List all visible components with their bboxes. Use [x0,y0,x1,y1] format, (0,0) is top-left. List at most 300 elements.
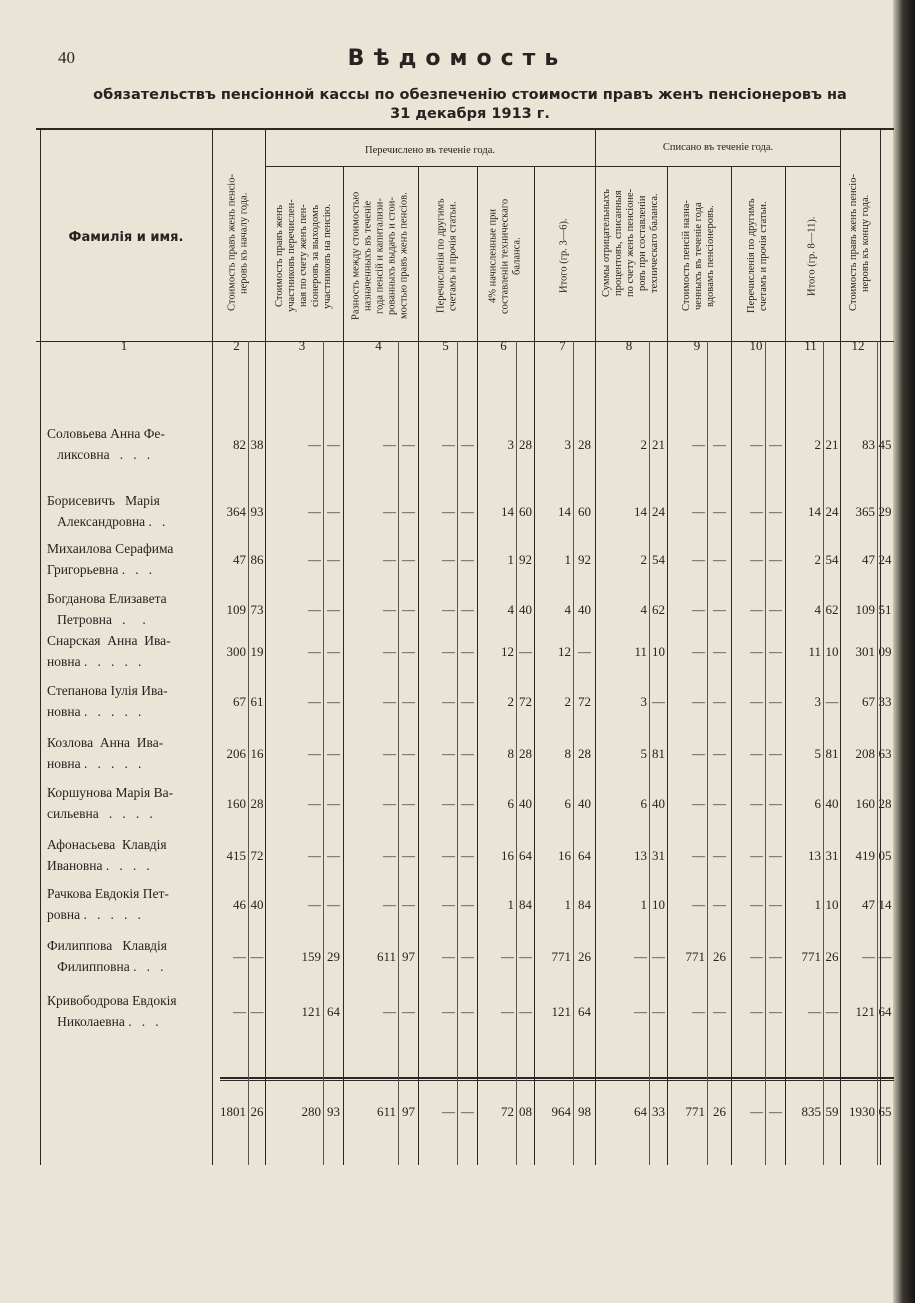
page-title: Вѣдомость [347,46,568,71]
header-col2: Стоимость правъ женъ пенсіо- неровъ къ началу года. [226,174,250,312]
cell-rubles: — [750,552,763,567]
cell-rubles: — [501,1004,514,1019]
total-kopecks: 33 [652,1104,665,1119]
cell-kopecks: — [461,949,474,964]
cell-rubles: — [308,602,321,617]
total-kopecks: 08 [519,1104,532,1119]
cell-rubles: — [808,1004,821,1019]
cell-rubles: 8 [564,746,571,761]
cell-rubles: 11 [808,644,821,659]
cell-rubles: — [750,949,763,964]
cell-rubles: 1 [507,552,514,567]
cell-kopecks: — [713,897,726,912]
cell-kopecks: 54 [652,552,665,567]
cell-kopecks: — [327,746,340,761]
cell-kopecks: — [713,504,726,519]
cell-kopecks: 31 [652,848,665,863]
cell-rubles: 3 [507,437,514,452]
header-col7: Итого (гр. 3—6). [558,218,570,294]
cell-kopecks: 62 [652,602,665,617]
cell-rubles: 160 [226,796,246,811]
total-rubles: 835 [801,1104,821,1119]
cell-kopecks: 72 [519,694,532,709]
cell-kopecks: 26 [825,949,839,964]
cell-rubles: — [383,437,396,452]
cell-kopecks: — [825,694,839,709]
cell-kopecks: 29 [327,949,340,964]
cell-kopecks: — [327,437,340,452]
total-rubles: 771 [685,1104,705,1119]
cell-rubles: 3 [640,694,647,709]
cell-kopecks: — [402,746,415,761]
cell-rubles: — [692,504,705,519]
cell-rubles: 6 [564,796,571,811]
cell-kopecks: — [769,848,782,863]
cell-kopecks: 28 [250,796,264,811]
cell-kopecks: 24 [652,504,665,519]
cell-rubles: 47 [233,552,246,567]
cell-rubles: — [750,848,763,863]
cell-kopecks: 62 [825,602,839,617]
cell-rubles: — [383,746,396,761]
cell-kopecks: 24 [878,552,892,567]
cell-kopecks: — [713,848,726,863]
cell-rubles: — [750,1004,763,1019]
cell-rubles: — [233,1004,246,1019]
cell-kopecks: — [461,796,474,811]
cell-kopecks: — [461,1004,474,1019]
cell-rubles: 159 [301,949,321,964]
total-rubles: 964 [551,1104,571,1119]
row-name: Филиппова Клавдія Филипповна . . . [47,938,167,974]
column-number: 10 [749,338,763,353]
total-kopecks: 98 [578,1104,591,1119]
cell-rubles: — [692,552,705,567]
cell-rubles: 1 [814,897,821,912]
cell-kopecks: — [652,1004,665,1019]
cell-rubles: 206 [226,746,246,761]
cell-kopecks: 40 [825,796,839,811]
cell-rubles: — [442,949,455,964]
total-kopecks: — [769,1104,782,1119]
cell-rubles: 6 [640,796,647,811]
cell-kopecks: — [461,694,474,709]
cell-rubles: — [692,602,705,617]
row-name: Богданова Елизавета Петровна . . [47,591,167,627]
cell-kopecks: 31 [825,848,839,863]
cell-kopecks: — [461,552,474,567]
cell-rubles: 4 [507,602,514,617]
cell-kopecks: 28 [519,746,532,761]
cell-kopecks: — [519,1004,532,1019]
cell-kopecks: 28 [878,796,892,811]
cell-rubles: — [634,1004,647,1019]
cell-rubles: — [750,897,763,912]
cell-rubles: — [692,848,705,863]
cell-rubles: 3 [814,694,821,709]
cell-rubles: — [750,437,763,452]
cell-kopecks: 97 [402,949,415,964]
cell-kopecks: 21 [652,437,665,452]
cell-kopecks: — [327,848,340,863]
cell-rubles: — [442,552,455,567]
cell-rubles: 13 [808,848,821,863]
cell-rubles: — [383,897,396,912]
cell-rubles: 771 [801,949,821,964]
cell-kopecks: 92 [578,552,591,567]
cell-rubles: 2 [640,437,647,452]
cell-kopecks: 40 [250,897,264,912]
cell-rubles: — [692,644,705,659]
row-name: Рачкова Евдокія Пет- ровна . . . . . [47,886,169,922]
cell-kopecks: — [461,504,474,519]
cell-rubles: — [750,746,763,761]
cell-kopecks: — [327,694,340,709]
cell-kopecks: — [461,848,474,863]
cell-kopecks: 10 [652,644,665,659]
cell-rubles: — [308,897,321,912]
cell-kopecks: — [461,602,474,617]
cell-kopecks: 84 [519,897,532,912]
cell-rubles: 47 [862,552,875,567]
header-col8: Суммы отрицательныхъ процентовъ, списанныя по счету женъ пенсіоне- ровъ при составленіи техническаго баланса. [601,188,660,298]
cell-kopecks: 28 [519,437,532,452]
cell-kopecks: — [519,644,532,659]
cell-rubles: 8 [507,746,514,761]
cell-rubles: 415 [226,848,246,863]
cell-kopecks: 26 [713,949,726,964]
cell-kopecks: 16 [250,746,264,761]
cell-rubles: 83 [862,437,875,452]
cell-rubles: 2 [507,694,514,709]
cell-rubles: — [442,437,455,452]
cell-kopecks: — [327,644,340,659]
cell-rubles: — [442,602,455,617]
cell-kopecks: — [402,504,415,519]
cell-kopecks: — [402,602,415,617]
cell-kopecks: 54 [825,552,839,567]
cell-rubles: 14 [501,504,514,519]
cell-rubles: 2 [640,552,647,567]
column-number: 1 [120,338,128,353]
cell-kopecks: — [461,437,474,452]
cell-rubles: — [308,504,321,519]
header-col4: Разность между стоимостью назначенныхъ въ теченіе года пенсій и капитализи- рованныхъ выдачъ и стои- мостью правъ женъ пенсіов. [350,191,410,321]
cell-rubles: 6 [507,796,514,811]
column-number: 3 [298,338,306,353]
cell-rubles: — [750,504,763,519]
cell-kopecks: — [402,848,415,863]
cell-rubles: — [308,796,321,811]
cell-rubles: — [442,644,455,659]
cell-kopecks: 40 [519,796,532,811]
cell-rubles: 1 [564,552,571,567]
cell-rubles: — [750,644,763,659]
cell-rubles: — [442,848,455,863]
cell-rubles: — [308,746,321,761]
cell-rubles: — [750,602,763,617]
cell-kopecks: — [327,796,340,811]
cell-rubles: 365 [855,504,875,519]
header-col10: Перечисленія по другимъ счетамъ и прочія статьи. [746,198,769,314]
cell-rubles: 1 [507,897,514,912]
total-kopecks: 59 [825,1104,839,1119]
cell-kopecks: 28 [578,746,591,761]
column-number: 9 [693,338,701,353]
cell-kopecks: 64 [578,1004,591,1019]
page-subtitle: обязательствъ пенсіонной кассы по обезпеченію стоимости правъ женъ пенсіонеровъ на 31 декабря 1913 г. [93,87,847,122]
cell-kopecks: — [461,897,474,912]
cell-kopecks: 64 [878,1004,892,1019]
column-number: 6 [500,338,507,353]
column-number: 5 [442,338,449,353]
cell-rubles: — [442,796,455,811]
cell-kopecks: — [769,504,782,519]
cell-rubles: 12 [501,644,514,659]
column-number: 12 [851,338,865,353]
cell-rubles: 11 [634,644,647,659]
cell-kopecks: 40 [578,602,591,617]
cell-kopecks: 10 [825,897,839,912]
total-rubles: — [750,1104,763,1119]
cell-rubles: 5 [640,746,647,761]
cell-kopecks: — [327,602,340,617]
cell-rubles: 82 [233,437,246,452]
cell-rubles: 3 [564,437,571,452]
cell-kopecks: — [402,796,415,811]
header-col5: Перечисленія по другимъ счетамъ и прочія статьи. [435,198,459,314]
cell-kopecks: 51 [878,602,892,617]
cell-rubles: — [634,949,647,964]
cell-rubles: — [308,644,321,659]
row-name: Соловьева Анна Фе- ликсовна . . . [47,426,165,462]
cell-kopecks: — [652,694,665,709]
cell-kopecks: 63 [878,746,892,761]
cell-rubles: 16 [558,848,571,863]
total-kopecks: 93 [327,1104,340,1119]
cell-kopecks: — [327,897,340,912]
cell-kopecks: — [250,1004,264,1019]
cell-kopecks: — [327,552,340,567]
cell-kopecks: 60 [519,504,532,519]
cell-kopecks: — [713,694,726,709]
total-rubles: 1801 [220,1104,246,1119]
row-name: Коршунова Марія Ва- сильевна . . . . [47,785,174,821]
cell-kopecks: 26 [578,949,591,964]
cell-kopecks: 14 [878,897,892,912]
cell-rubles: — [383,694,396,709]
cell-kopecks: 64 [327,1004,340,1019]
header-col11: Итого (гр. 8—11). [806,216,818,296]
cell-rubles: — [383,1004,396,1019]
cell-rubles: 121 [855,1004,875,1019]
cell-kopecks: 64 [578,848,591,863]
cell-kopecks: — [713,1004,726,1019]
cell-rubles: — [442,897,455,912]
cell-kopecks: — [461,746,474,761]
cell-kopecks: 84 [578,897,591,912]
cell-rubles: 47 [862,897,875,912]
cell-rubles: — [442,694,455,709]
page-number: 40 [58,48,75,67]
cell-kopecks: 81 [825,746,839,761]
cell-kopecks: 81 [652,746,665,761]
column-number: 2 [233,338,240,353]
cell-rubles: 5 [814,746,821,761]
row-name: Козлова Анна Ива- новна . . . . . [47,735,164,771]
cell-rubles: — [383,552,396,567]
column-number: 4 [375,338,382,353]
total-rubles: — [442,1104,455,1119]
cell-rubles: — [308,552,321,567]
cell-kopecks: 10 [825,644,839,659]
cell-rubles: 364 [226,504,246,519]
cell-kopecks: — [769,949,782,964]
cell-rubles: — [383,644,396,659]
cell-kopecks: — [713,552,726,567]
cell-kopecks: 40 [652,796,665,811]
cell-rubles: — [692,437,705,452]
cell-rubles: 4 [564,602,571,617]
cell-rubles: 2 [814,552,821,567]
cell-kopecks: 73 [250,602,264,617]
cell-rubles: — [233,949,246,964]
cell-rubles: — [383,602,396,617]
cell-rubles: 14 [808,504,821,519]
row-name: Михаилова Серафима Григорьевна . . . [47,541,174,577]
cell-kopecks: — [713,644,726,659]
cell-rubles: 13 [634,848,647,863]
cell-kopecks: — [713,746,726,761]
header-col9: Стоимость пенсій назна- ченныхъ въ теченіе года вдовамъ пенсіонеровъ. [681,200,716,312]
cell-rubles: 67 [862,694,875,709]
total-kopecks: — [461,1104,474,1119]
cell-kopecks: 38 [250,437,264,452]
cell-kopecks: — [402,437,415,452]
totals-rule [220,1077,894,1079]
cell-kopecks: — [713,437,726,452]
cell-kopecks: — [402,644,415,659]
cell-rubles: — [308,437,321,452]
cell-rubles: — [750,796,763,811]
cell-kopecks: — [825,1004,839,1019]
cell-rubles: 6 [814,796,821,811]
total-kopecks: 65 [878,1104,892,1119]
cell-kopecks: — [769,746,782,761]
cell-rubles: — [862,949,875,964]
cell-kopecks: — [461,644,474,659]
cell-rubles: 12 [558,644,571,659]
cell-rubles: 419 [855,848,875,863]
cell-rubles: 300 [226,644,246,659]
total-rubles: 64 [634,1104,647,1119]
cell-kopecks: — [402,1004,415,1019]
total-rubles: 611 [376,1104,396,1119]
cell-rubles: 208 [855,746,875,761]
header-name-column: Фамилія и имя. [68,230,184,245]
cell-kopecks: — [713,602,726,617]
cell-rubles: 4 [814,602,821,617]
header-col3: Стоимость правъ женъ участниковъ перечислен- ная по счету женъ пен- сіонеровъ за выходомъ участниковъ на пенсію. [274,199,333,313]
row-name: Борисевичъ Марія Александровна . . [47,493,166,529]
cell-rubles: — [383,504,396,519]
cell-kopecks: — [878,949,892,964]
cell-rubles: 4 [640,602,647,617]
cell-kopecks: — [713,796,726,811]
cell-rubles: 121 [301,1004,321,1019]
cell-kopecks: — [769,796,782,811]
cell-rubles: — [383,848,396,863]
cell-kopecks: 92 [519,552,532,567]
cell-rubles: — [442,746,455,761]
cell-kopecks: — [769,602,782,617]
totals-rule-double [220,1080,894,1081]
total-kopecks: 97 [402,1104,415,1119]
cell-rubles: — [692,897,705,912]
row-name: Кривободрова Евдокія Николаевна . . . [47,993,177,1029]
cell-rubles: — [692,694,705,709]
cell-kopecks: 33 [878,694,892,709]
cell-kopecks: — [769,1004,782,1019]
cell-kopecks: — [402,897,415,912]
total-kopecks: 26 [250,1104,264,1119]
cell-kopecks: — [402,694,415,709]
cell-kopecks: 72 [250,848,264,863]
cell-kopecks: 93 [250,504,264,519]
cell-rubles: 771 [685,949,705,964]
header-col6: 4% начисленные при составленіи техническаго баланса. [487,198,523,314]
cell-rubles: 16 [501,848,514,863]
cell-kopecks: — [250,949,264,964]
cell-kopecks: 24 [825,504,839,519]
cell-rubles: — [442,504,455,519]
cell-rubles: — [501,949,514,964]
cell-kopecks: 05 [878,848,892,863]
cell-kopecks: 19 [250,644,264,659]
cell-rubles: 611 [376,949,396,964]
cell-kopecks: 64 [519,848,532,863]
column-number: 8 [625,338,633,353]
cell-kopecks: 09 [878,644,892,659]
cell-kopecks: — [769,644,782,659]
cell-kopecks: 45 [878,437,892,452]
cell-kopecks: — [769,437,782,452]
column-number: 11 [804,338,817,353]
cell-rubles: 46 [233,897,246,912]
row-name: Афонасьева Клавдія Ивановна . . . . [47,837,167,873]
cell-kopecks: — [769,897,782,912]
cell-kopecks: 21 [825,437,839,452]
cell-kopecks: 86 [250,552,264,567]
cell-kopecks: 72 [578,694,591,709]
cell-rubles: 14 [558,504,571,519]
cell-rubles: — [750,694,763,709]
cell-rubles: — [383,796,396,811]
cell-kopecks: — [652,949,665,964]
total-kopecks: 26 [713,1104,726,1119]
table-top-rule [36,128,894,130]
cell-kopecks: 29 [878,504,892,519]
cell-rubles: — [308,848,321,863]
cell-rubles: 2 [814,437,821,452]
column-rule [40,128,41,1165]
cell-kopecks: — [327,504,340,519]
total-rubles: 1930 [849,1104,875,1119]
cell-kopecks: — [769,552,782,567]
cell-rubles: 109 [226,602,246,617]
cell-rubles: 121 [551,1004,571,1019]
cell-rubles: 2 [564,694,571,709]
